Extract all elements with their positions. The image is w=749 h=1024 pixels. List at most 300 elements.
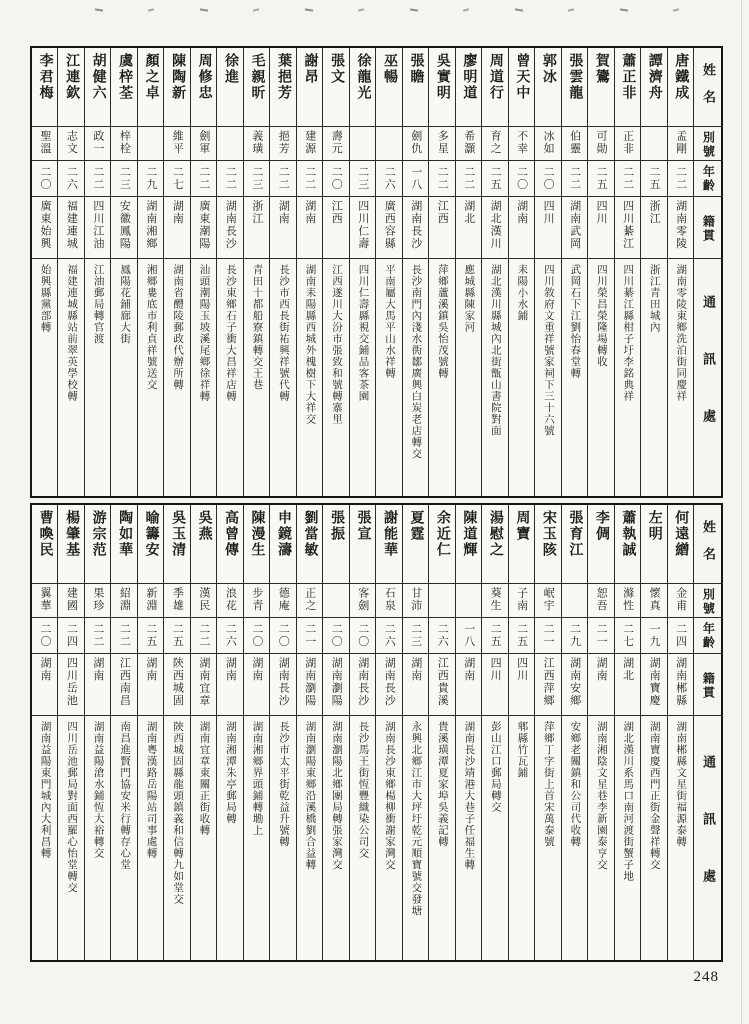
person-native-place-cell: [323, 197, 348, 259]
person-alias-cell: [615, 584, 640, 618]
person-alias-cell: [456, 584, 481, 618]
person-native-place: 江西: [436, 200, 449, 225]
person-column: [32, 505, 57, 960]
person-name-cell: [85, 48, 110, 127]
person-native-place-cell: [562, 654, 587, 716]
person-native-place: 湖南: [277, 200, 290, 225]
person-age-cell: [58, 161, 83, 197]
person-name-cell: [217, 505, 242, 584]
person-age: 二二: [674, 166, 687, 191]
person-age: 二二: [462, 166, 475, 191]
person-name-cell: [376, 505, 401, 584]
person-native-place: 湖南長沙: [383, 657, 396, 707]
person-address-cell: [509, 259, 534, 496]
person-native-place: 福建連城: [65, 200, 78, 250]
person-alias-cell: [668, 584, 693, 618]
person-alias-cell: [641, 127, 666, 161]
person-age: 二〇: [330, 166, 343, 191]
person-native-place-cell: [58, 654, 83, 716]
person-name: 胡健六: [90, 53, 106, 101]
person-age: 二二: [436, 166, 449, 191]
person-column: [57, 48, 83, 496]
person-age-cell: [270, 618, 295, 654]
person-address: 湖南郴縣文星街福源泰轉: [675, 721, 687, 848]
person-age-cell: [191, 618, 216, 654]
header-name-label: 姓名: [700, 62, 716, 117]
person-column: [163, 48, 189, 496]
person-alias-cell: [32, 584, 57, 618]
person-name: 余近仁: [434, 510, 450, 558]
person-age-cell: [482, 618, 507, 654]
person-alias: 可勛: [595, 130, 608, 155]
person-column: [296, 505, 322, 960]
person-age-cell: [376, 161, 401, 197]
person-native-place: 江西: [330, 200, 343, 225]
person-native-place: 湖南: [595, 657, 608, 682]
person-age-cell: [403, 618, 428, 654]
person-name-cell: [535, 48, 560, 127]
person-name-cell: [562, 48, 587, 127]
person-column: [269, 48, 295, 496]
person-alias-cell: [85, 584, 110, 618]
person-age-cell: [429, 161, 454, 197]
person-native-place: 陝西城固: [171, 657, 184, 707]
person-alias-cell: [615, 127, 640, 161]
person-address-cell: [562, 716, 587, 960]
person-alias: 冰如: [542, 130, 555, 155]
person-native-place: 湖南: [462, 657, 475, 682]
person-age-cell: [482, 161, 507, 197]
person-age: 二〇: [356, 623, 369, 648]
person-name-cell: [32, 505, 57, 584]
person-name: 湯慰之: [487, 510, 503, 558]
person-address: 耒陽小水鋪: [516, 264, 528, 322]
person-age-cell: [85, 618, 110, 654]
directory-table: [30, 503, 723, 962]
person-age: 二〇: [250, 623, 263, 648]
person-age: 二五: [648, 166, 661, 191]
person-native-place-cell: [164, 197, 189, 259]
person-native-place: 浙江: [250, 200, 263, 225]
person-address-cell: [482, 716, 507, 960]
person-native-place-cell: [588, 654, 613, 716]
person-address-cell: [350, 259, 375, 496]
person-native-place-cell: [562, 197, 587, 259]
person-native-place-cell: [111, 197, 136, 259]
person-name-cell: [615, 505, 640, 584]
person-address: 汕頭潮陽玉坡溪尾鄉徐祥轉: [198, 264, 210, 402]
person-native-place-cell: [535, 654, 560, 716]
person-name-cell: [456, 505, 481, 584]
person-address: 萍鄉丁字街上首宋萬泰號: [542, 721, 554, 848]
person-name-cell: [641, 48, 666, 127]
person-native-place-cell: [138, 197, 163, 259]
person-name-cell: [32, 48, 57, 127]
person-native-place-cell: [482, 197, 507, 259]
person-native-place-cell: [85, 654, 110, 716]
person-name-cell: [138, 48, 163, 127]
person-column: [163, 505, 189, 960]
person-alias: 聖溫: [38, 130, 51, 155]
person-name: 游宗范: [90, 510, 106, 558]
person-alias: 正之: [303, 587, 316, 612]
person-native-place: 江西南昌: [118, 657, 131, 707]
person-age: 二二: [277, 166, 290, 191]
person-age: 二三: [118, 166, 131, 191]
person-name-cell: [270, 48, 295, 127]
person-age-cell: [588, 618, 613, 654]
directory-tables: [30, 46, 723, 962]
person-name: 張宣: [355, 510, 371, 542]
person-native-place: 湖南: [303, 200, 316, 225]
person-address-cell: [588, 716, 613, 960]
person-name-cell: [85, 505, 110, 584]
person-native-place: 湖南安鄉: [568, 657, 581, 707]
person-age-cell: [323, 618, 348, 654]
person-address: 湖南宜章東關正街收轉: [198, 721, 210, 836]
person-name: 唐鐵成: [673, 53, 689, 101]
person-age: 二七: [621, 623, 634, 648]
person-column: [110, 505, 136, 960]
person-alias-cell: [403, 127, 428, 161]
person-address: 湖南省醴陵郵政代辦所轉: [172, 264, 184, 391]
person-column: [508, 48, 534, 496]
person-name: 周道行: [487, 53, 503, 101]
person-alias: 志文: [65, 130, 78, 155]
person-name-cell: [191, 505, 216, 584]
person-age: 二三: [356, 166, 369, 191]
person-address-cell: [32, 716, 57, 960]
person-alias: 壽元: [330, 130, 343, 155]
person-address-cell: [641, 259, 666, 496]
person-alias: 維平: [171, 130, 184, 155]
person-native-place: 湖南: [38, 657, 51, 682]
person-age: 二〇: [38, 623, 51, 648]
person-native-place-cell: [456, 197, 481, 259]
person-alias-cell: [641, 584, 666, 618]
header-address-label: 通訊處: [700, 294, 716, 466]
person-name-cell: [297, 48, 322, 127]
person-alias-cell: [535, 127, 560, 161]
person-name: 陳陶新: [170, 53, 186, 101]
person-name: 周寶: [514, 510, 530, 542]
person-alias: 新淵: [144, 587, 157, 612]
person-native-place-cell: [376, 197, 401, 259]
person-name: 吳實明: [434, 53, 450, 101]
person-age-cell: [138, 618, 163, 654]
person-native-place-cell: [429, 197, 454, 259]
person-age: 二二: [197, 166, 210, 191]
person-name: 張振: [328, 510, 344, 542]
person-age-cell: [509, 618, 534, 654]
person-address-cell: [297, 259, 322, 496]
header-native-place-cell: [694, 654, 721, 716]
person-name: 蕭正非: [620, 53, 636, 101]
person-alias: 客劍: [356, 587, 369, 612]
person-alias-cell: [32, 127, 57, 161]
person-age: 二二: [224, 166, 237, 191]
person-column: [614, 48, 640, 496]
person-native-place-cell: [535, 197, 560, 259]
person-address: 始興縣黨部轉: [39, 264, 51, 333]
person-address-cell: [403, 716, 428, 960]
person-native-place-cell: [270, 654, 295, 716]
person-address: 湖南瀏陽東鄉沿溪橋劉合益轉: [304, 721, 316, 871]
person-alias-cell: [164, 584, 189, 618]
person-address-cell: [509, 716, 534, 960]
person-native-place: 湖北: [462, 200, 475, 225]
table-header-column: [693, 505, 721, 960]
person-alias: 翼華: [38, 587, 51, 612]
header-native-place-cell: [694, 197, 721, 259]
person-address: 湖南粵漢路岳陽站司事處轉: [145, 721, 157, 859]
person-name-cell: [403, 505, 428, 584]
person-name: 廖明道: [461, 53, 477, 101]
person-native-place-cell: [297, 197, 322, 259]
person-age: 二四: [65, 623, 78, 648]
person-age-cell: [350, 618, 375, 654]
person-alias: 甘沛: [409, 587, 422, 612]
person-column: [84, 505, 110, 960]
person-name: 喻籌安: [143, 510, 159, 558]
person-address: 萍鄉蘆溪鎮吳怡茂號轉: [436, 264, 448, 379]
person-age-cell: [615, 618, 640, 654]
person-column: [190, 48, 216, 496]
person-column: [402, 48, 428, 496]
person-native-place-cell: [509, 197, 534, 259]
scan-edge-artifact: [741, 0, 742, 1024]
person-alias-cell: [85, 127, 110, 161]
person-column: [587, 505, 613, 960]
person-address: 應城縣陳家河: [463, 264, 475, 333]
person-name: 陶如華: [117, 510, 133, 558]
person-age-cell: [32, 618, 57, 654]
person-age: 二〇: [515, 166, 528, 191]
person-address-cell: [403, 259, 428, 496]
person-native-place-cell: [376, 654, 401, 716]
person-address: 安鄉老關鎮和公司代收轉: [569, 721, 581, 848]
person-address: 長沙東鄉石子衝大昌祥店轉: [225, 264, 237, 402]
person-column: [269, 505, 295, 960]
person-alias-cell: [562, 127, 587, 161]
person-column: [375, 505, 401, 960]
person-alias-cell: [668, 127, 693, 161]
header-address-cell: [694, 259, 721, 496]
person-age: 二二: [118, 623, 131, 648]
person-name: 張瞻: [408, 53, 424, 85]
header-alias-label: 別號: [701, 588, 716, 616]
person-alias: 漢民: [197, 587, 210, 612]
person-native-place: 湖南武岡: [568, 200, 581, 250]
person-age: 二五: [489, 623, 502, 648]
person-native-place-cell: [350, 197, 375, 259]
person-age: 二〇: [38, 166, 51, 191]
person-address: 湖南湘陰文星巷李新園泰亨交: [595, 721, 607, 871]
person-address: 青田十都船寮鎮轉交王巷: [251, 264, 263, 391]
person-address-cell: [85, 259, 110, 496]
header-address-cell: [694, 716, 721, 960]
person-native-place: 廣西容縣: [383, 200, 396, 250]
person-native-place: 湖南湘鄉: [144, 200, 157, 250]
person-alias-cell: [456, 127, 481, 161]
person-column: [32, 48, 57, 496]
person-address: 四川綦江縣柑子圩李銘典祥: [622, 264, 634, 402]
person-age-cell: [668, 161, 693, 197]
person-name: 譚濟舟: [646, 53, 662, 101]
person-column: [349, 505, 375, 960]
person-alias: 正非: [621, 130, 634, 155]
person-alias-cell: [562, 584, 587, 618]
person-column: [137, 48, 163, 496]
person-age: 二五: [489, 166, 502, 191]
person-name-cell: [668, 505, 693, 584]
person-alias-cell: [482, 584, 507, 618]
person-age: 二二: [91, 166, 104, 191]
person-name-cell: [482, 48, 507, 127]
person-address-cell: [588, 259, 613, 496]
person-native-place: 湖南長沙: [224, 200, 237, 250]
person-native-place-cell: [191, 197, 216, 259]
person-native-place: 湖南長沙: [277, 657, 290, 707]
person-address-cell: [58, 716, 83, 960]
header-alias-cell: [694, 584, 721, 618]
person-name-cell: [138, 505, 163, 584]
directory-table: [30, 46, 723, 498]
person-name: 高曾傳: [223, 510, 239, 558]
person-name-cell: [350, 505, 375, 584]
person-native-place-cell: [641, 654, 666, 716]
person-age-cell: [217, 618, 242, 654]
person-alias-cell: [217, 584, 242, 618]
person-alias-cell: [297, 584, 322, 618]
person-age-cell: [350, 161, 375, 197]
person-address: 湖南寶慶西門正街金聲祥轉交: [648, 721, 660, 871]
person-age: 二二: [303, 166, 316, 191]
person-alias-cell: [376, 584, 401, 618]
person-alias-cell: [376, 127, 401, 161]
person-alias: 子南: [515, 587, 528, 612]
person-column: [137, 505, 163, 960]
person-address-cell: [323, 259, 348, 496]
person-age: 二五: [171, 623, 184, 648]
person-native-place: 四川: [515, 657, 528, 682]
person-name: 李君梅: [37, 53, 53, 101]
person-alias: 伯靈: [568, 130, 581, 155]
person-name: 張文: [328, 53, 344, 85]
person-native-place: 江西萍鄉: [542, 657, 555, 707]
person-native-place-cell: [641, 197, 666, 259]
person-name: 江連欽: [64, 53, 80, 101]
person-column: [84, 48, 110, 496]
person-address: 湖南瀏陽北鄉團局轉張家灣交: [330, 721, 342, 871]
person-age: 二一: [303, 623, 316, 648]
person-name: 張雲龍: [567, 53, 583, 101]
person-age-cell: [111, 161, 136, 197]
person-native-place-cell: [244, 654, 269, 716]
person-name-cell: [429, 505, 454, 584]
person-name-cell: [244, 505, 269, 584]
person-age-cell: [85, 161, 110, 197]
person-address-cell: [562, 259, 587, 496]
person-age-cell: [32, 161, 57, 197]
person-native-place: 湖南零陵: [674, 200, 687, 250]
person-age: 一八: [462, 623, 475, 648]
person-alias: 建國: [65, 587, 78, 612]
header-native-place-label: 籍貫: [701, 215, 716, 243]
person-address-cell: [641, 716, 666, 960]
person-age: 二六: [383, 623, 396, 648]
person-native-place: 四川江油: [91, 200, 104, 250]
person-alias-cell: [429, 127, 454, 161]
person-address-cell: [323, 716, 348, 960]
person-native-place: 湖南: [250, 657, 263, 682]
person-age-cell: [138, 161, 163, 197]
person-name-cell: [164, 505, 189, 584]
person-address-cell: [32, 259, 57, 496]
person-address: 湖南湘鄉界頭鋪轉墈上: [251, 721, 263, 836]
person-address-cell: [668, 259, 693, 496]
person-address-cell: [270, 716, 295, 960]
person-address: 四川榮昌榮隆場轉收: [595, 264, 607, 368]
person-age-cell: [456, 618, 481, 654]
person-address: 浙江青田城內: [648, 264, 660, 333]
person-column: [614, 505, 640, 960]
person-native-place-cell: [615, 197, 640, 259]
person-name: 宋玉陔: [540, 510, 556, 558]
person-native-place-cell: [217, 654, 242, 716]
person-address: 四川敘府文重祥號家祠下三十六號: [542, 264, 554, 437]
person-age-cell: [164, 161, 189, 197]
person-address: 湖南零陵東鄉洗泊街同慶祥: [675, 264, 687, 402]
person-age: 一八: [409, 166, 422, 191]
person-name: 夏霆: [408, 510, 424, 542]
person-alias-cell: [270, 584, 295, 618]
person-age: 二三: [409, 623, 422, 648]
person-column: [640, 48, 666, 496]
person-alias: 劍仇: [409, 130, 422, 155]
person-name-cell: [615, 48, 640, 127]
person-alias: 建源: [303, 130, 316, 155]
person-native-place: 湖南: [171, 200, 184, 225]
person-native-place-cell: [32, 197, 57, 259]
person-name-cell: [562, 505, 587, 584]
person-native-place: 浙江: [648, 200, 661, 225]
person-column: [667, 48, 693, 496]
person-age: 二二: [91, 623, 104, 648]
person-alias: 金甫: [674, 587, 687, 612]
person-name-cell: [297, 505, 322, 584]
person-name-cell: [588, 505, 613, 584]
person-column: [296, 48, 322, 496]
person-alias: 紹淵: [118, 587, 131, 612]
person-age: 二二: [568, 166, 581, 191]
person-name: 周修忠: [196, 53, 212, 101]
person-address: 長沙南門內淺水衖鄒廣興白炭老店轉交: [410, 264, 422, 460]
person-column: [455, 48, 481, 496]
person-name-cell: [429, 48, 454, 127]
person-alias-cell: [323, 127, 348, 161]
person-alias: 多星: [436, 130, 449, 155]
person-address-cell: [138, 716, 163, 960]
person-alias-cell: [588, 127, 613, 161]
person-age-cell: [562, 618, 587, 654]
person-native-place: 湖北: [621, 657, 634, 682]
person-native-place: 湖南宜章: [197, 657, 210, 707]
person-native-place-cell: [668, 197, 693, 259]
person-native-place: 湖南: [144, 657, 157, 682]
person-age-cell: [217, 161, 242, 197]
person-name-cell: [164, 48, 189, 127]
